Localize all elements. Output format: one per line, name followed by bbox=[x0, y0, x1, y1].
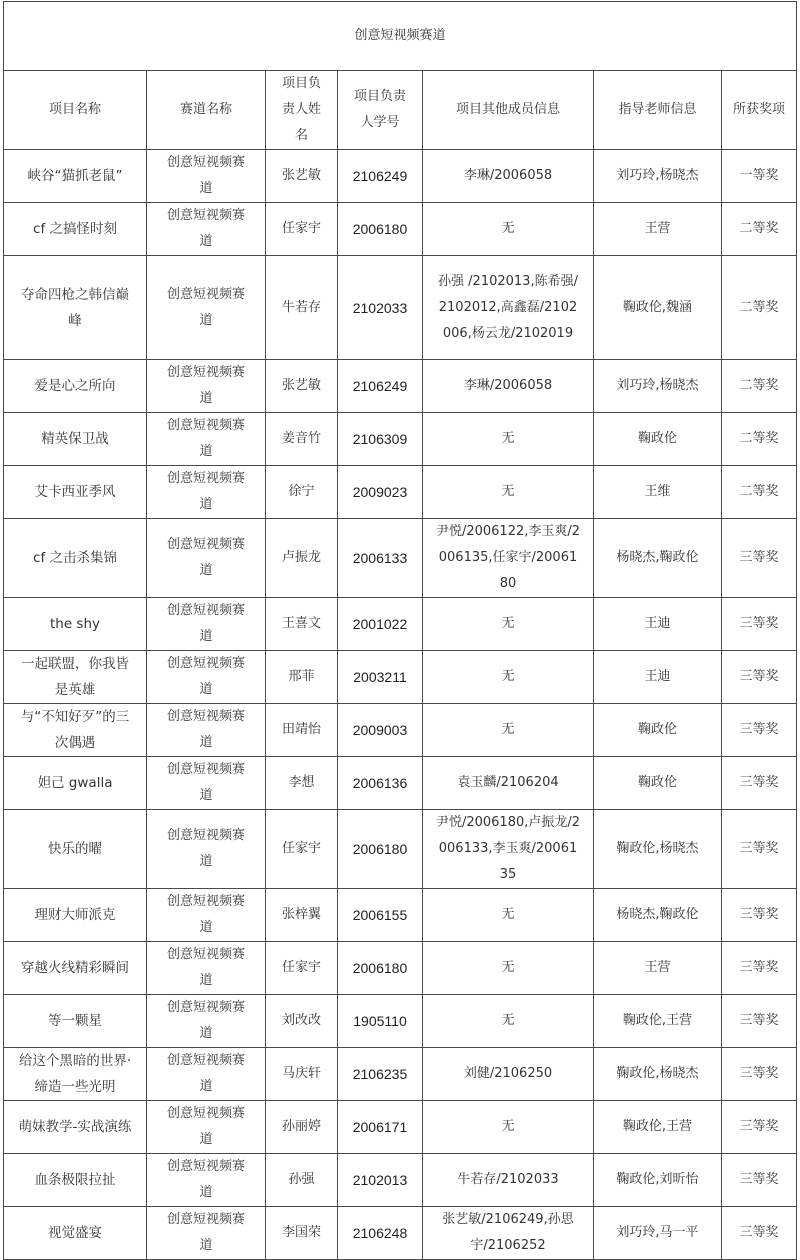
leader-name-cell: 邢菲 bbox=[266, 651, 338, 704]
table-row bbox=[4, 704, 797, 757]
table-row bbox=[4, 413, 797, 466]
members-cell: 尹悦/2006180,卢振龙/2006133,李玉爽/2006135 bbox=[423, 810, 594, 889]
table-header-row bbox=[4, 71, 797, 150]
award-cell: 三等奖 bbox=[722, 889, 797, 942]
track-name-cell: 创意短视频赛道 bbox=[147, 1207, 266, 1260]
members-cell: 尹悦/2006122,李玉爽/2006135,任家宇/2006180 bbox=[423, 519, 594, 598]
project-name-cell: 快乐的曜 bbox=[4, 810, 147, 889]
leader-name-cell: 李国荣 bbox=[266, 1207, 338, 1260]
award-cell: 三等奖 bbox=[722, 942, 797, 995]
header-project-name: 项目名称 bbox=[4, 71, 147, 150]
project-name-cell: 精英保卫战 bbox=[4, 413, 147, 466]
leader-name-cell: 卢振龙 bbox=[266, 519, 338, 598]
leader-name-cell: 张艺敏 bbox=[266, 150, 338, 203]
leader-id-cell: 2001022 bbox=[338, 598, 423, 651]
leader-name-cell: 张艺敏 bbox=[266, 360, 338, 413]
advisor-cell: 鞠政伦,王营 bbox=[594, 995, 722, 1048]
award-cell: 三等奖 bbox=[722, 1207, 797, 1260]
leader-id-cell: 2009023 bbox=[338, 466, 423, 519]
members-cell: 李琳/2006058 bbox=[423, 150, 594, 203]
awards-table bbox=[3, 1, 797, 1260]
project-name-cell: 艾卡西亚季风 bbox=[4, 466, 147, 519]
advisor-cell: 王营 bbox=[594, 942, 722, 995]
table-row bbox=[4, 1101, 797, 1154]
leader-id-cell: 2106235 bbox=[338, 1048, 423, 1101]
members-cell: 无 bbox=[423, 942, 594, 995]
project-name-cell: cf 之搞怪时刻 bbox=[4, 203, 147, 256]
header-award: 所获奖项 bbox=[722, 71, 797, 150]
leader-id-cell: 2006180 bbox=[338, 810, 423, 889]
project-name-cell: 血条极限拉扯 bbox=[4, 1154, 147, 1207]
award-cell: 二等奖 bbox=[722, 360, 797, 413]
leader-id-cell: 2003211 bbox=[338, 651, 423, 704]
advisor-cell: 刘巧玲,杨晓杰 bbox=[594, 360, 722, 413]
leader-id-cell: 2006155 bbox=[338, 889, 423, 942]
project-name-cell: 与“不知好歹”的三次偶遇 bbox=[4, 704, 147, 757]
members-cell: 无 bbox=[423, 598, 594, 651]
advisor-cell: 王迪 bbox=[594, 651, 722, 704]
track-name-cell: 创意短视频赛道 bbox=[147, 704, 266, 757]
members-cell: 无 bbox=[423, 651, 594, 704]
award-cell: 二等奖 bbox=[722, 203, 797, 256]
leader-id-cell: 2106249 bbox=[338, 150, 423, 203]
leader-name-cell: 徐宁 bbox=[266, 466, 338, 519]
leader-id-cell: 1905110 bbox=[338, 995, 423, 1048]
track-name-cell: 创意短视频赛道 bbox=[147, 519, 266, 598]
members-cell: 无 bbox=[423, 466, 594, 519]
advisor-cell: 王营 bbox=[594, 203, 722, 256]
table-row bbox=[4, 519, 797, 598]
leader-name-cell: 张梓翼 bbox=[266, 889, 338, 942]
advisor-cell: 鞠政伦,魏涵 bbox=[594, 256, 722, 360]
track-name-cell: 创意短视频赛道 bbox=[147, 598, 266, 651]
table-row bbox=[4, 810, 797, 889]
table-title: 创意短视频赛道 bbox=[4, 2, 797, 71]
track-name-cell: 创意短视频赛道 bbox=[147, 651, 266, 704]
table-row bbox=[4, 203, 797, 256]
leader-id-cell: 2006180 bbox=[338, 942, 423, 995]
members-cell: 孙强 /2102013,陈希强/2102012,高鑫磊/2102006,杨云龙/2102019 bbox=[423, 256, 594, 360]
advisor-cell: 鞠政伦 bbox=[594, 413, 722, 466]
leader-id-cell: 2102013 bbox=[338, 1154, 423, 1207]
project-name-cell: 视觉盛宴 bbox=[4, 1207, 147, 1260]
members-cell: 无 bbox=[423, 1101, 594, 1154]
leader-name-cell: 王喜文 bbox=[266, 598, 338, 651]
track-name-cell: 创意短视频赛道 bbox=[147, 1048, 266, 1101]
track-name-cell: 创意短视频赛道 bbox=[147, 203, 266, 256]
table-row bbox=[4, 995, 797, 1048]
header-advisor: 指导老师信息 bbox=[594, 71, 722, 150]
leader-id-cell: 2106309 bbox=[338, 413, 423, 466]
award-cell: 二等奖 bbox=[722, 466, 797, 519]
advisor-cell: 鞠政伦 bbox=[594, 704, 722, 757]
advisor-cell: 刘巧玲,马一平 bbox=[594, 1207, 722, 1260]
leader-id-cell: 2006171 bbox=[338, 1101, 423, 1154]
leader-name-cell: 马庆轩 bbox=[266, 1048, 338, 1101]
project-name-cell: 夺命四枪之韩信巅峰 bbox=[4, 256, 147, 360]
project-name-cell: 给这个黑暗的世界·缔造一些光明 bbox=[4, 1048, 147, 1101]
leader-id-cell: 2009003 bbox=[338, 704, 423, 757]
table-row bbox=[4, 757, 797, 810]
members-cell: 张艺敏/2106249,孙思宇/2106252 bbox=[423, 1207, 594, 1260]
leader-id-cell: 2106249 bbox=[338, 360, 423, 413]
advisor-cell: 鞠政伦 bbox=[594, 757, 722, 810]
award-cell: 三等奖 bbox=[722, 1154, 797, 1207]
track-name-cell: 创意短视频赛道 bbox=[147, 150, 266, 203]
members-cell: 无 bbox=[423, 889, 594, 942]
track-name-cell: 创意短视频赛道 bbox=[147, 995, 266, 1048]
advisor-cell: 鞠政伦,杨晓杰 bbox=[594, 1048, 722, 1101]
track-name-cell: 创意短视频赛道 bbox=[147, 810, 266, 889]
members-cell: 刘健/2106250 bbox=[423, 1048, 594, 1101]
table-row bbox=[4, 598, 797, 651]
project-name-cell: 一起联盟，你我皆是英雄 bbox=[4, 651, 147, 704]
table-row bbox=[4, 1154, 797, 1207]
header-members: 项目其他成员信息 bbox=[423, 71, 594, 150]
track-name-cell: 创意短视频赛道 bbox=[147, 360, 266, 413]
project-name-cell: 妲己 gwalla bbox=[4, 757, 147, 810]
project-name-cell: 萌妹教学-实战演练 bbox=[4, 1101, 147, 1154]
track-name-cell: 创意短视频赛道 bbox=[147, 256, 266, 360]
track-name-cell: 创意短视频赛道 bbox=[147, 1101, 266, 1154]
header-leader-id: 项目负责人学号 bbox=[338, 71, 423, 150]
award-cell: 三等奖 bbox=[722, 757, 797, 810]
advisor-cell: 杨晓杰,鞠政伦 bbox=[594, 519, 722, 598]
advisor-cell: 鞠政伦,杨晓杰 bbox=[594, 810, 722, 889]
track-name-cell: 创意短视频赛道 bbox=[147, 413, 266, 466]
award-cell: 一等奖 bbox=[722, 150, 797, 203]
leader-name-cell: 牛若存 bbox=[266, 256, 338, 360]
advisor-cell: 王维 bbox=[594, 466, 722, 519]
track-name-cell: 创意短视频赛道 bbox=[147, 466, 266, 519]
members-cell: 李琳/2006058 bbox=[423, 360, 594, 413]
award-cell: 二等奖 bbox=[722, 256, 797, 360]
track-name-cell: 创意短视频赛道 bbox=[147, 889, 266, 942]
members-cell: 无 bbox=[423, 413, 594, 466]
leader-name-cell: 任家宇 bbox=[266, 810, 338, 889]
leader-id-cell: 2106248 bbox=[338, 1207, 423, 1260]
leader-name-cell: 田靖怡 bbox=[266, 704, 338, 757]
advisor-cell: 鞠政伦,王营 bbox=[594, 1101, 722, 1154]
award-cell: 二等奖 bbox=[722, 413, 797, 466]
project-name-cell: cf 之击杀集锦 bbox=[4, 519, 147, 598]
award-cell: 三等奖 bbox=[722, 1048, 797, 1101]
project-name-cell: 峡谷“猫抓老鼠” bbox=[4, 150, 147, 203]
advisor-cell: 鞠政伦,刘昕怡 bbox=[594, 1154, 722, 1207]
header-track-name: 赛道名称 bbox=[147, 71, 266, 150]
project-name-cell: 等一颗星 bbox=[4, 995, 147, 1048]
project-name-cell: 穿越火线精彩瞬间 bbox=[4, 942, 147, 995]
project-name-cell: 爱是心之所向 bbox=[4, 360, 147, 413]
table-row bbox=[4, 256, 797, 360]
table-row bbox=[4, 651, 797, 704]
table-row bbox=[4, 889, 797, 942]
project-name-cell: 理财大师派克 bbox=[4, 889, 147, 942]
table-row bbox=[4, 466, 797, 519]
leader-id-cell: 2102033 bbox=[338, 256, 423, 360]
leader-name-cell: 任家宇 bbox=[266, 203, 338, 256]
award-cell: 三等奖 bbox=[722, 598, 797, 651]
track-name-cell: 创意短视频赛道 bbox=[147, 1154, 266, 1207]
award-cell: 三等奖 bbox=[722, 1101, 797, 1154]
advisor-cell: 刘巧玲,杨晓杰 bbox=[594, 150, 722, 203]
project-name-cell: the shy bbox=[4, 598, 147, 651]
leader-name-cell: 任家宇 bbox=[266, 942, 338, 995]
leader-name-cell: 刘改改 bbox=[266, 995, 338, 1048]
table-row bbox=[4, 1048, 797, 1101]
track-name-cell: 创意短视频赛道 bbox=[147, 757, 266, 810]
award-cell: 三等奖 bbox=[722, 651, 797, 704]
members-cell: 袁玉麟/2106204 bbox=[423, 757, 594, 810]
leader-name-cell: 孙丽婷 bbox=[266, 1101, 338, 1154]
leader-name-cell: 李想 bbox=[266, 757, 338, 810]
award-cell: 三等奖 bbox=[722, 995, 797, 1048]
leader-name-cell: 姜音竹 bbox=[266, 413, 338, 466]
members-cell: 牛若存/2102033 bbox=[423, 1154, 594, 1207]
table-row bbox=[4, 360, 797, 413]
header-leader-name: 项目负责人姓名 bbox=[266, 71, 338, 150]
award-cell: 三等奖 bbox=[722, 519, 797, 598]
leader-id-cell: 2006180 bbox=[338, 203, 423, 256]
members-cell: 无 bbox=[423, 203, 594, 256]
table-row bbox=[4, 1207, 797, 1260]
track-name-cell: 创意短视频赛道 bbox=[147, 942, 266, 995]
table-row bbox=[4, 150, 797, 203]
leader-id-cell: 2006133 bbox=[338, 519, 423, 598]
leader-id-cell: 2006136 bbox=[338, 757, 423, 810]
award-cell: 三等奖 bbox=[722, 810, 797, 889]
table-row bbox=[4, 942, 797, 995]
award-cell: 三等奖 bbox=[722, 704, 797, 757]
members-cell: 无 bbox=[423, 704, 594, 757]
leader-name-cell: 孙强 bbox=[266, 1154, 338, 1207]
members-cell: 无 bbox=[423, 995, 594, 1048]
advisor-cell: 王迪 bbox=[594, 598, 722, 651]
advisor-cell: 杨晓杰,鞠政伦 bbox=[594, 889, 722, 942]
